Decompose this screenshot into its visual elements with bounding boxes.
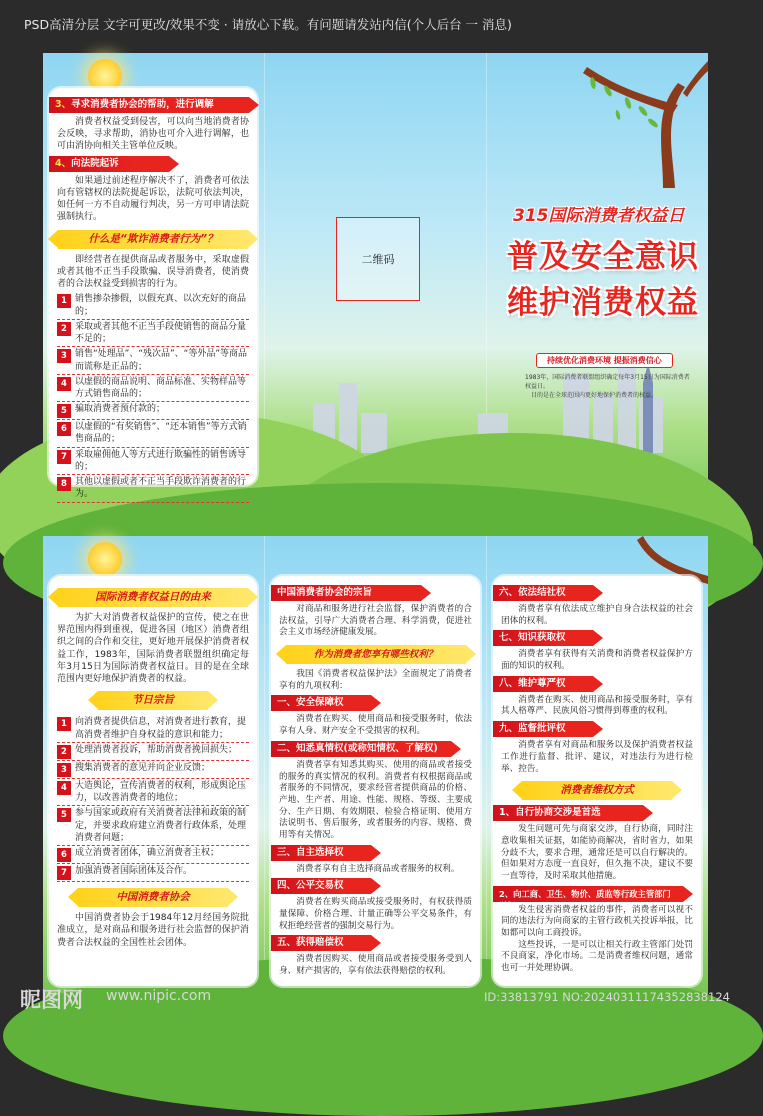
list-item: 4 以虚假的商品说明、商品标准、实物样品等方式销售商品的； [57,375,249,402]
paragraph: 消费者在购买、使用商品和接受服务时，享有其人格尊严、民族风俗习惯得到尊重的权利。 [501,694,693,717]
section-bar: 五、获得赔偿权 [271,935,371,951]
brochure-back [43,536,708,1007]
list-item: 3 销售“处理品”、“残次品”、“等外品”等商品而谎称是正品的； [57,347,249,374]
paragraph: 中国消费者协会于1984年12月经国务院批准成立，是对商品和服务进行社会监督的保护消费者合法权益的全国性社会团体。 [57,913,249,948]
paragraph: 如果通过前述程序解决不了，消费者可依法向有管辖权的法院提起诉讼，法院可依法判决，如任何一方不自动履行判决，另一方可申请法院强制执行。 [57,175,249,223]
back-middle-panel [271,576,480,986]
section-ribbon: 国际消费者权益日的由来 [58,588,248,607]
section-bar: 二、知悉真情权(或称知情权、了解权) [271,741,451,757]
back-left-panel [49,576,257,986]
event-title: 315国际消费者权益日 [513,206,685,226]
paragraph: 发生侵害消费者权益的事件，消费者可以视不同的违法行为向商家的主管行政机关投诉举报，比如都可以向工商投诉。 [501,904,693,938]
intro-line: 目的是在全球范围内更好地保护消费者的权益。 [531,392,658,399]
list-item: 4 大造舆论，宣传消费者的权利，形成舆论压力，以改善消费者的地位； [57,779,249,806]
main-title-line1: 普及安全意识 [507,239,699,275]
list-item: 1 销售掺杂掺假，以假充真、以次充好的商品的； [57,292,249,319]
tree-illustration [513,53,708,188]
section-bar: 八、维护尊严权 [493,676,593,692]
image-id-text: ID:33813791 NO:20240311174352838124 [484,990,730,1004]
paragraph: 这些投诉，一是可以让相关行政主管部门处罚不良商家，净化市场。二是消费者维权问题，通常也可一并处理协调。 [501,939,693,974]
qr-code-placeholder [336,217,420,301]
section-ribbon: 节日宗旨 [98,691,208,710]
list-item: 5 骗取消费者预付款的； [57,402,249,420]
paragraph: 消费者在购买、使用商品和接受服务时，依法享有人身、财产安全不受损害的权利。 [279,714,472,737]
paragraph: 消费者享有自主选择商品或者服务的权利。 [296,863,460,874]
list-item: 5 参与国家或政府有关消费者法律和政策的制定，并要求政府建立消费者行政体系，处理消费者问题； [57,806,249,846]
section-ribbon: 消费者维权方式 [522,781,672,800]
section-bar: 七、知识获取权 [493,630,593,646]
paragraph: 消费者享有对商品和服务以及保护消费者权益工作进行监督、批评、建议，对违法行为进行检举、控告。 [501,740,693,774]
page-header: PSD高清分层 文字可更改/效果不变 · 请放心下载。有问题请发站内信(个人后台 一 消息) [24,17,512,32]
paragraph: 消费者享有知悉其购买、使用的商品或者接受的服务的真实情况的权利。消费者有权根据商品或者服务的不同情况，要求经营者提供商品的价格、产地、生产者、用途、性能、规格、等级、主要成分、生产日期、有效期限、检验合格证明、使用方法说明书、售后服务，或者服务的内容、规格、费用等有关情况。 [279,759,472,840]
site-logo: 昵图网 [20,988,83,1012]
paragraph: 消费者权益受到侵害，可以向当地消费者协会反映，寻求帮助，消协也可介入进行调解，也可由消协向相关主管单位反映。 [57,117,249,152]
section-bar: 中国消费者协会的宗旨 [271,585,421,601]
paragraph: 消费者在购买商品或接受服务时，有权获得质量保障、价格合理、计量正确等公平交易条件，有权拒绝经营者的强制交易行为。 [279,897,472,931]
list-item: 6 以虚假的“有奖销售”、“还本销售”等方式销售商品的； [57,420,249,447]
section-bar: 六、依法结社权 [493,585,593,601]
fold-line [486,536,487,1007]
list-item: 7 采取雇佣他人等方式进行欺骗性的销售诱导的； [57,448,249,475]
paragraph: 发生问题可先与商家交涉，自行协商，同时注意收集相关证据，如能协商解决，省时省力，如果分歧不大，要求合理，通常还是可以自行解决的。但如果对方态度一直良好，但久拖不决，建议不要一直等待，及时采取其他措施。 [501,824,693,881]
back-right-panel [493,576,701,986]
list-item: 2 处理消费者投诉，帮助消费者挽回损失； [57,743,249,761]
purpose-list [57,715,249,882]
section-bar: 四、公平交易权 [271,878,371,894]
fraud-list [57,292,249,502]
sun-icon [88,542,122,576]
paragraph: 即经营者在提供商品或者服务中，采取虚假或者其他不正当手段欺骗、误导消费者，使消费者的合法权益受到损害的行为。 [57,254,249,290]
front-left-panel [49,88,257,500]
site-url: www.nipic.com [106,988,212,1004]
section-bar: 4、向法院起诉 [49,156,169,172]
section-bar: 一、安全保障权 [271,695,371,711]
paragraph: 消费者享有获得有关消费和消费者权益保护方面的知识的权利。 [501,649,693,672]
section-bar: 1、自行协商交涉是首选 [493,805,643,821]
fold-line [264,536,265,1007]
section-ribbon: 中国消费者协会 [78,888,228,907]
list-item: 6 成立消费者团体，确立消费者主权； [57,846,249,864]
paragraph: 消费者享有依法成立维护自身合法权益的社会团体的权利。 [501,604,693,626]
section-ribbon: 什么是“欺诈消费者行为”？ [58,230,248,249]
list-item: 7 加强消费者国际团体及合作。 [57,864,249,882]
paragraph: 我国《消费者权益保护法》全面规定了消费者享有的九项权利： [279,669,472,691]
slogan-badge: 持续优化消费环境 提振消费信心 [536,353,673,368]
intro-text [525,373,695,400]
list-item: 3 搜集消费者的意见并向企业反馈； [57,761,249,779]
section-bar: 3、寻求消费者协会的帮助，进行调解 [49,97,249,113]
brochure-front [43,53,708,530]
main-title-line2: 维护消费权益 [507,285,699,321]
list-item: 1 向消费者提供信息，对消费者进行教育，提高消费者维护自身权益的意识和能力； [57,715,249,742]
section-bar: 2、向工商、卫生、物价、质监等行政主管部门举报 [493,886,683,902]
section-bar: 三、自主选择权 [271,845,371,861]
section-bar: 九、监督批评权 [493,721,593,737]
paragraph: 对商品和服务进行社会监督，保护消费者的合法权益，引导广大消费者合理、科学消费，促进社会主义市场经济健康发展。 [279,604,472,638]
paragraph: 消费者因购买、使用商品或者接受服务受到人身、财产损害的，享有依法获得赔偿的权利。 [279,954,472,977]
section-ribbon: 作为消费者您享有哪些权利？ [286,645,466,664]
list-item: 8 其他以虚假或者不正当手段欺诈消费者的行为。 [57,475,249,502]
list-item: 2 采取或者其他不正当手段使销售的商品分量不足的； [57,320,249,347]
paragraph: 为扩大对消费者权益保护的宣传，使之在世界范围内得到重视，促进各国（地区）消费者组织之间的合作和交往，更好地开展保护消费者权益工作，1983年，国际消费者联盟组织确定每年3月15日为国际消费者权益日。目的是在全球范围内更好地保护消费者的权益。 [57,613,249,685]
qr-label: 二维码 [361,253,395,266]
intro-line: 1983年，国际消费者联盟组织确定每年3月15日为国际消费者权益日。 [525,374,690,390]
